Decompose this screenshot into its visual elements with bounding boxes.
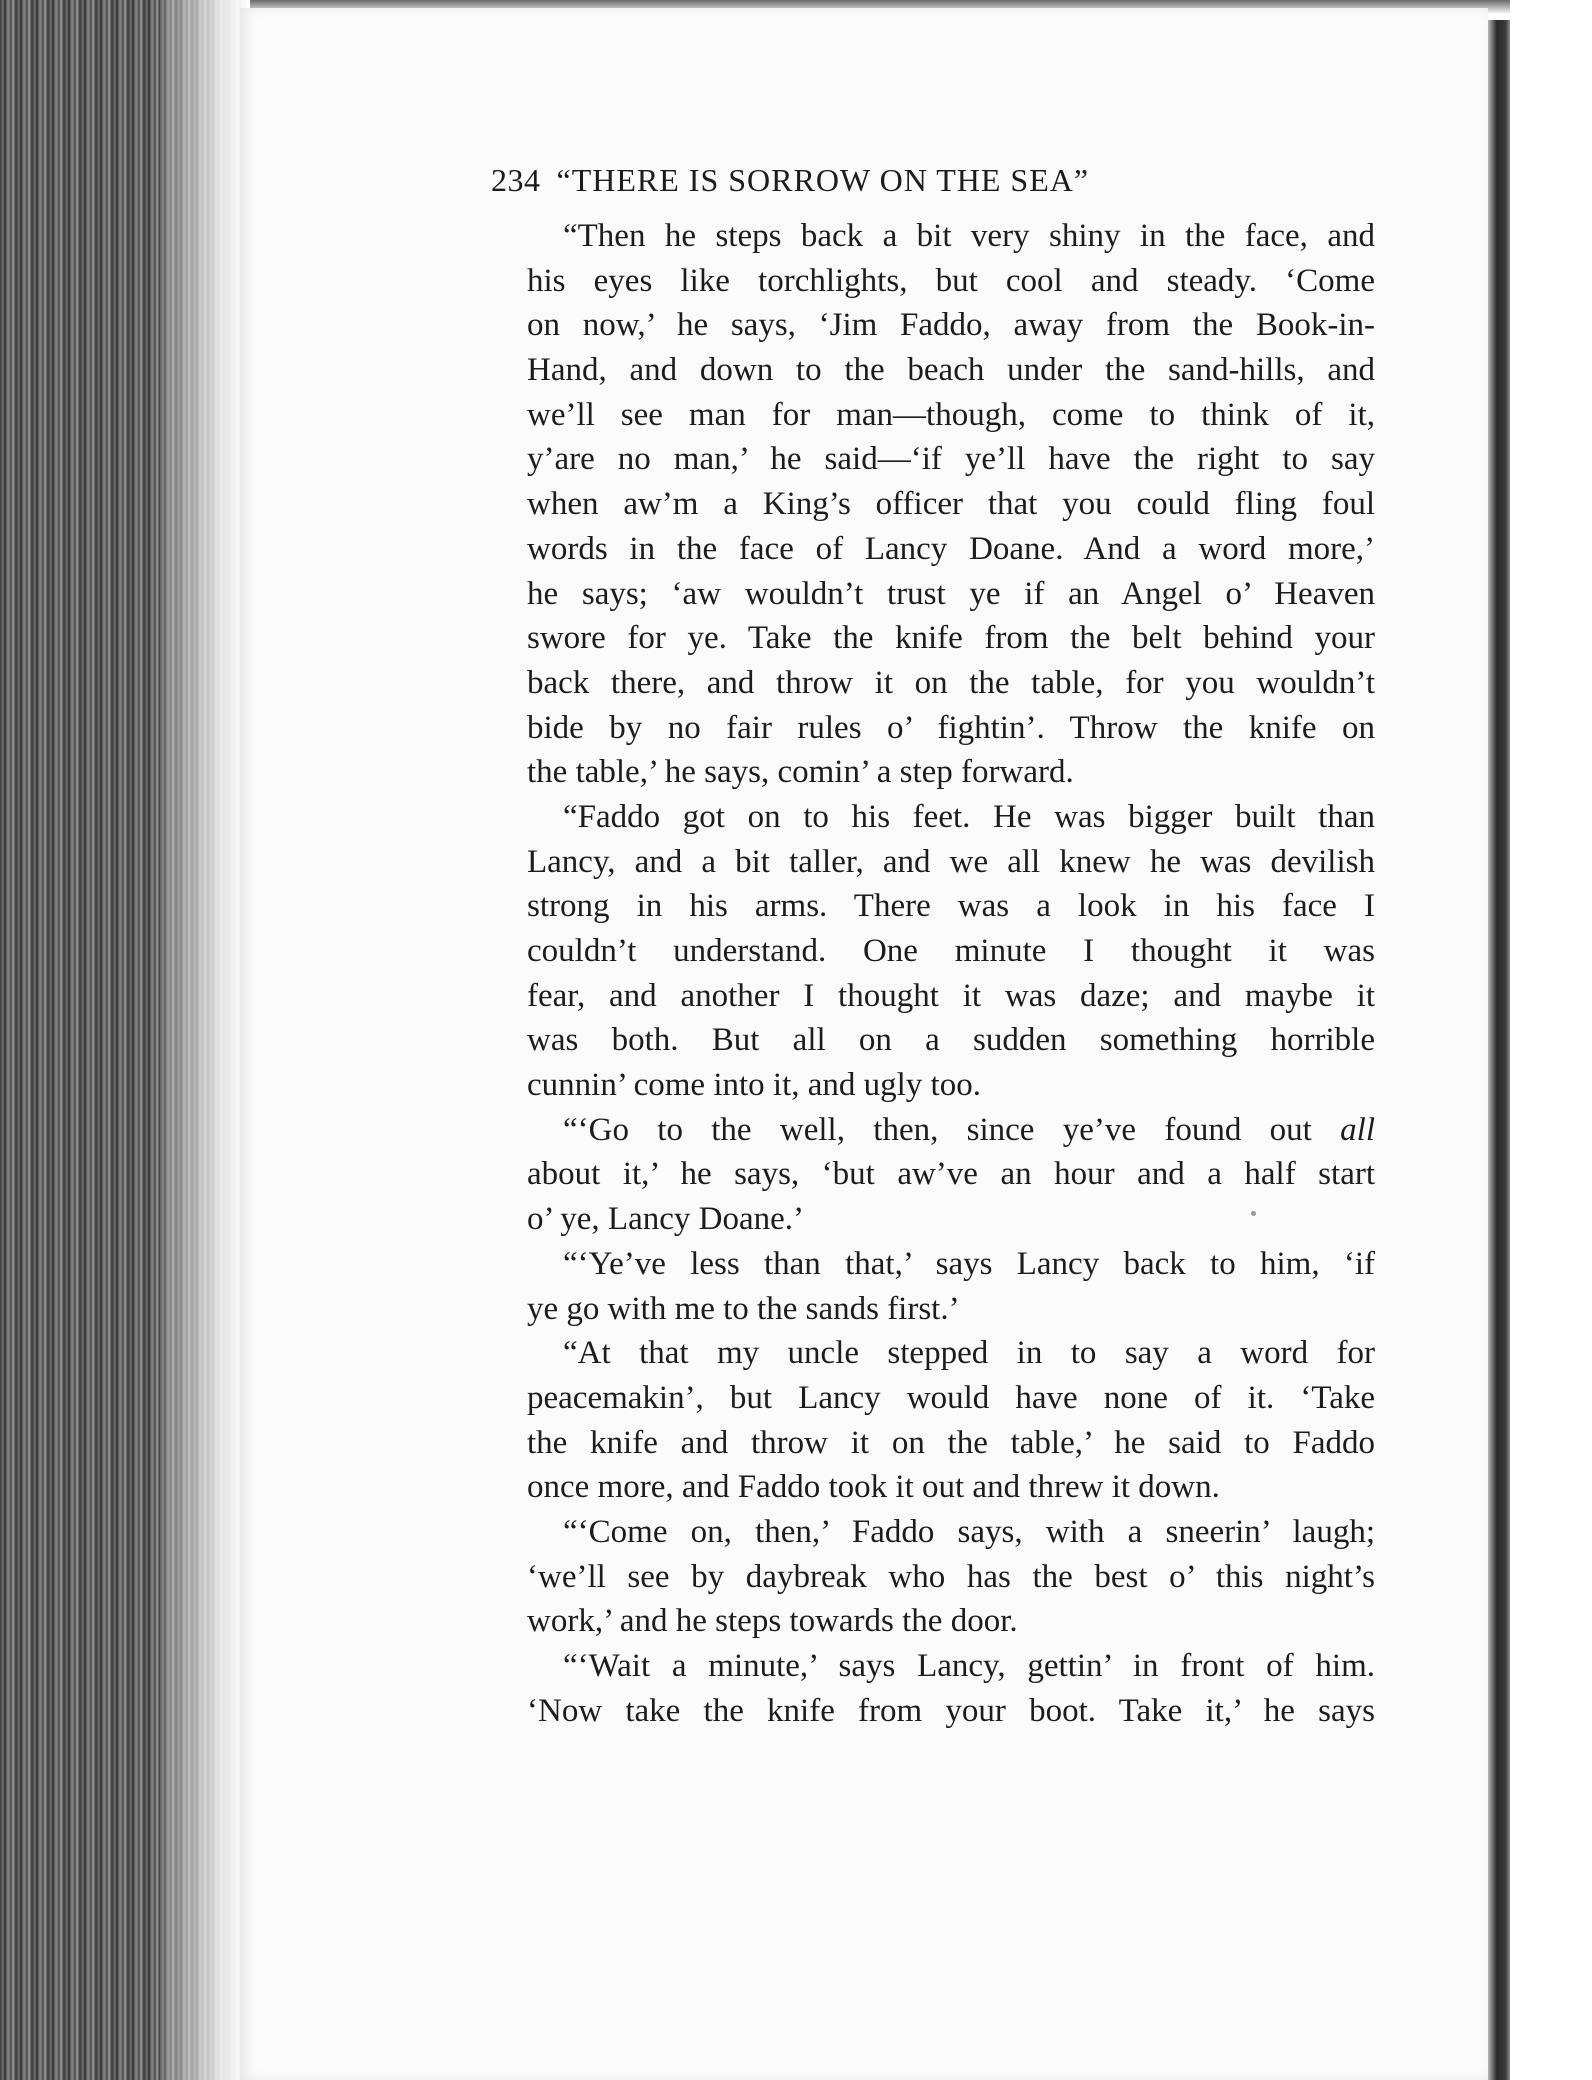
text-line: the table,’ he says, comin’ a step forward. xyxy=(527,754,1074,791)
paragraph-5 xyxy=(491,1331,1375,1510)
paragraph-6 xyxy=(491,1510,1375,1644)
page-number: 234 xyxy=(491,162,541,198)
text-line: “‘Come on, then,’ Faddo says, with a sneerin’ laugh; xyxy=(563,1513,1375,1550)
text-line: “‘Wait a minute,’ says Lancy, gettin’ in front of him. xyxy=(563,1648,1375,1684)
running-head xyxy=(491,158,1375,202)
paragraph-3 xyxy=(491,1108,1375,1242)
text-line: when aw’m a King’s officer that you could fling foul xyxy=(527,486,1375,523)
text-line: back there, and throw it on the table, for you wouldn’t xyxy=(527,664,1375,701)
text-line: about it,’ he says, ‘but aw’ve an hour and a half start xyxy=(527,1156,1375,1193)
text-line: words in the face of Lancy Doane. And a word more,’ xyxy=(527,530,1375,567)
text-line: ye go with me to the sands first.’ xyxy=(527,1290,960,1327)
paragraph-4 xyxy=(491,1242,1375,1331)
text-line: we’ll see man for man—though, come to think of it, xyxy=(527,396,1375,433)
text-line: was both. But all on a sudden something horrible xyxy=(527,1022,1375,1059)
text-line: ‘we’ll see by daybreak who has the best o’ this night’s xyxy=(527,1558,1375,1595)
text-line: he says; ‘aw wouldn’t trust ye if an Angel o’ Heaven xyxy=(527,575,1375,612)
text-line: y’are no man,’ he said—‘if ye’ll have the right to say xyxy=(527,441,1375,478)
text-line: work,’ and he steps towards the door. xyxy=(527,1603,1018,1640)
text-line: peacemakin’, but Lancy would have none of it. ‘Take xyxy=(527,1379,1375,1416)
text-line: “‘Ye’ve less than that,’ says Lancy back to him, ‘if xyxy=(563,1245,1375,1282)
text-line xyxy=(491,1108,1375,1153)
page-text-block xyxy=(491,158,1375,1733)
paragraph-1 xyxy=(491,214,1375,795)
text-line: ‘Now take the knife from your boot. Take it,’ he says xyxy=(527,1692,1375,1729)
paragraph-7 xyxy=(491,1644,1375,1733)
text-run: “‘Go to the well, then, since ye’ve found out xyxy=(563,1111,1341,1148)
text-line: Hand, and down to the beach under the sand-hills, and xyxy=(527,352,1375,389)
text-line: “Then he steps back a bit very shiny in the face, and xyxy=(563,218,1375,254)
text-line: once more, and Faddo took it out and threw it down. xyxy=(527,1469,1220,1506)
text-line: cunnin’ come into it, and ugly too. xyxy=(527,1067,981,1104)
book-page-stack xyxy=(0,0,250,2080)
text-line: couldn’t understand. One minute I thought it was xyxy=(527,933,1375,969)
text-line: the knife and throw it on the table,’ he said to Faddo xyxy=(527,1424,1375,1461)
text-line: o’ ye, Lancy Doane.’ xyxy=(527,1201,805,1238)
paragraph-2 xyxy=(491,795,1375,1108)
text-line: “At that my uncle stepped in to say a word for xyxy=(563,1335,1375,1372)
italic-text: all xyxy=(1340,1111,1375,1148)
text-line: “Faddo got on to his feet. He was bigger built than xyxy=(563,798,1375,835)
text-line: strong in his arms. There was a look in his face I xyxy=(527,888,1375,925)
text-line: bide by no fair rules o’ fightin’. Throw the knife on xyxy=(527,709,1375,746)
book-right-edge xyxy=(1488,20,1510,2080)
text-line: fear, and another I thought it was daze; and maybe it xyxy=(527,977,1375,1014)
text-line: on now,’ he says, ‘Jim Faddo, away from the Book-in- xyxy=(527,307,1375,344)
text-line: his eyes like torchlights, but cool and steady. ‘Come xyxy=(527,262,1375,299)
running-title: “THERE IS SORROW ON THE SEA” xyxy=(556,162,1090,198)
text-line: swore for ye. Take the knife from the belt behind your xyxy=(527,620,1375,657)
text-line: Lancy, and a bit taller, and we all knew he was devilish xyxy=(527,843,1375,880)
scan-margin xyxy=(1510,0,1592,2080)
